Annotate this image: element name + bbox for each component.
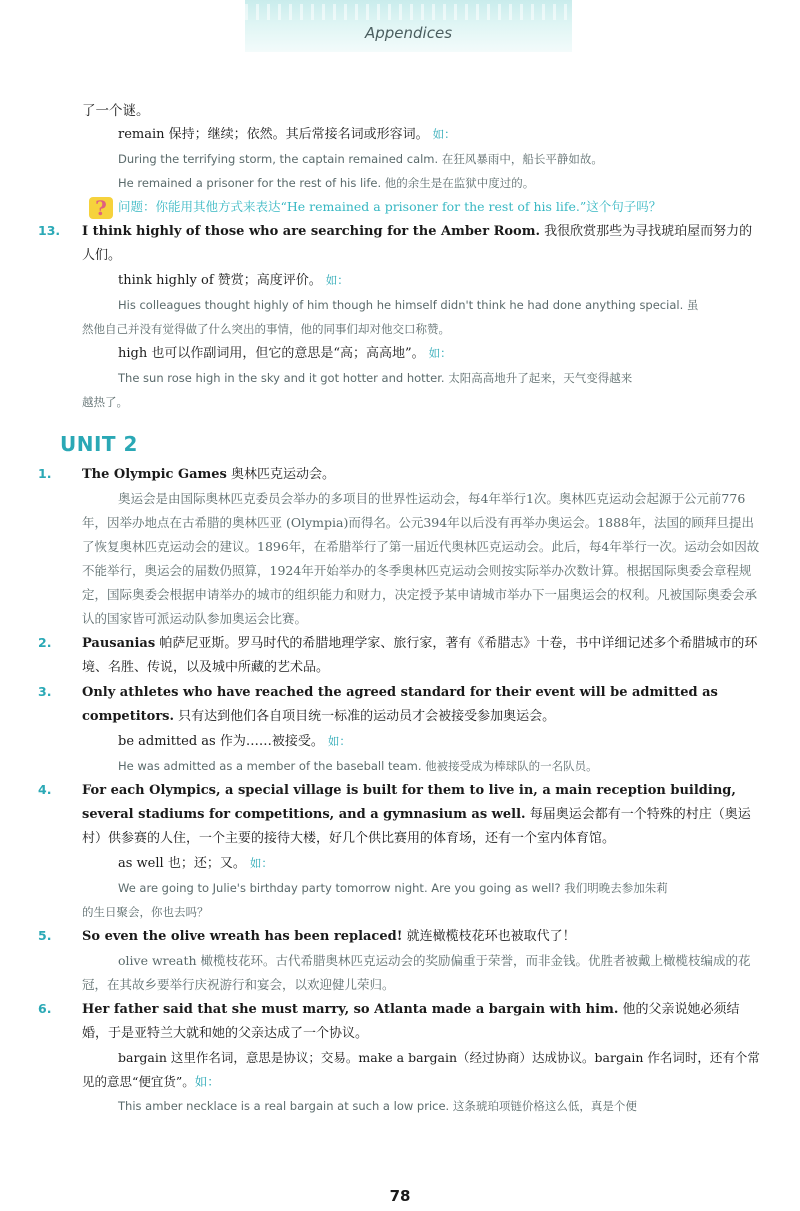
unit2-item-4: 4. For each Olympics, a special village is built for them to live in, a main reception building, several stadiums for competitions, and a gymnasium as well. 每届奥运会都有一个特殊的村庄（奥运村）供参赛的人住，一个主要的接待大楼，好几个供比赛用的体育场，还有一个室内体育馆。 [38, 782, 751, 846]
page-content [38, 100, 760, 1118]
question-prompt: ? 问题：你能用其他方式来表达“He remained a prisoner for the rest of his life.”这个句子吗？ [60, 195, 760, 219]
page-header-title: Appendices [364, 24, 453, 42]
header-band [245, 0, 572, 52]
unit2-item-5: 5. So even the olive wreath has been replaced! 就连橄榄枝花环也被取代了！ [38, 928, 576, 944]
olive-wreath-paragraph: olive wreath 橄榄枝花环。古代希腊奥林匹克运动会的奖励偏重于荣誉，而非金钱。优胜者被戴上橄榄枝编成的花冠，在其故乡要举行庆祝游行和宴会，以欢迎健儿荣归。 [82, 953, 751, 992]
example-admitted: He was admitted as a member of the baseball team. 他被接受成为棒球队的一名队员。 [118, 759, 598, 773]
definition-as-well: as well 也；还；又。 如： [118, 856, 273, 871]
unit-heading: UNIT 2 [60, 432, 138, 456]
definition-admitted: be admitted as 作为……被接受。 如： [118, 734, 351, 749]
example-bargain: This amber necklace is a real bargain at such a low price. 这条琥珀项链价格这么低，真是个便 [118, 1099, 637, 1113]
example-high-cont: 越热了。 [82, 395, 128, 409]
unit2-item-1: 1. The Olympic Games 奥林匹克运动会。 [38, 466, 335, 482]
example-think-highly-cont: 然他自己并没有觉得做了什么突出的事情，他的同事们却对他交口称赞。 [82, 322, 450, 336]
definition-bargain: bargain 这里作名词，意思是协议；交易。make a bargain（经过协商）达成协议。bargain 作名词时，还有个常见的意思“便宜货”。如： [82, 1050, 760, 1089]
example-remain-1: During the terrifying storm, the captain remained calm. 在狂风暴雨中，船长平静如故。 [118, 152, 603, 166]
svg-text:?: ? [95, 196, 107, 220]
definition-think-highly: think highly of 赞赏；高度评价。 如： [118, 273, 349, 288]
item-13: 13. I think highly of those who are searching for the Amber Room. 我很欣赏那些为寻找琥珀屋而努力的人们。 [38, 223, 753, 263]
example-think-highly: His colleagues thought highly of him though he himself didn't think he had done anything special. 虽 [118, 298, 699, 312]
definition-remain: remain 保持；继续；依然。其后常接名词或形容词。 如： [118, 127, 456, 142]
page-number: 78 [389, 1187, 411, 1205]
carryover-text: 了一个谜。 [82, 103, 150, 119]
definition-high: high 也可以作副词用，但它的意思是“高；高高地”。 如： [118, 346, 452, 361]
header-decoration [245, 4, 572, 20]
unit2-item-3: 3. Only athletes who have reached the agreed standard for their event will be admitted as competitors. 只有达到他们各自项目统一标准的运动员才会被接受参加奥运会。 [38, 684, 718, 724]
question-mark-icon [88, 196, 114, 220]
example-as-well-cont: 的生日聚会，你也去吗？ [82, 905, 209, 919]
example-remain-2: He remained a prisoner for the rest of his life. 他的余生是在监狱中度过的。 [118, 176, 535, 190]
example-high: The sun rose high in the sky and it got hotter and hotter. 太阳高高地升了起来，天气变得越来 [118, 371, 633, 385]
olympics-paragraph: 奥运会是由国际奥林匹克委员会举办的多项目的世界性运动会，每4年举行1次。奥林匹克运动会起源于公元前776年，因举办地点在古希腊的奥林匹亚 (Olympia)而得名。公元394年以后没有再举办奥运会。1888年，法国的顾拜旦提出了恢复奥林匹克运动会的建议。1896年，在希腊举行了第一届近代奥林匹克运动会。此后，每4年举行一次。运动会如因故不能举行，奥运会的届数仍照算，1924年开始举办的冬季奥林匹克运动会则按实际举办次数计算。根据国际奥委会章程规定，国际奥委会根据申请举办的城市的组织能力和财力，决定授予某申请城市举办下一届奥运会的权利。凡被国际奥委会承认的国家皆可派运动队参加奥运会比赛。 [82, 491, 760, 626]
unit2-item-2: 2. Pausanias 帕萨尼亚斯。罗马时代的希腊地理学家、旅行家，著有《希腊志》十卷，书中详细记述多个希腊城市的环境、名胜、传说，以及城中所藏的艺术品。 [38, 635, 758, 675]
example-as-well: We are going to Julie's birthday party tomorrow night. Are you going as well? 我们明晚去参加朱莉 [118, 881, 668, 895]
unit2-item-6: 6. Her father said that she must marry, so Atlanta made a bargain with him. 他的父亲说她必须结婚，于是亚特兰大就和她的父亲达成了一个协议。 [38, 1001, 740, 1041]
